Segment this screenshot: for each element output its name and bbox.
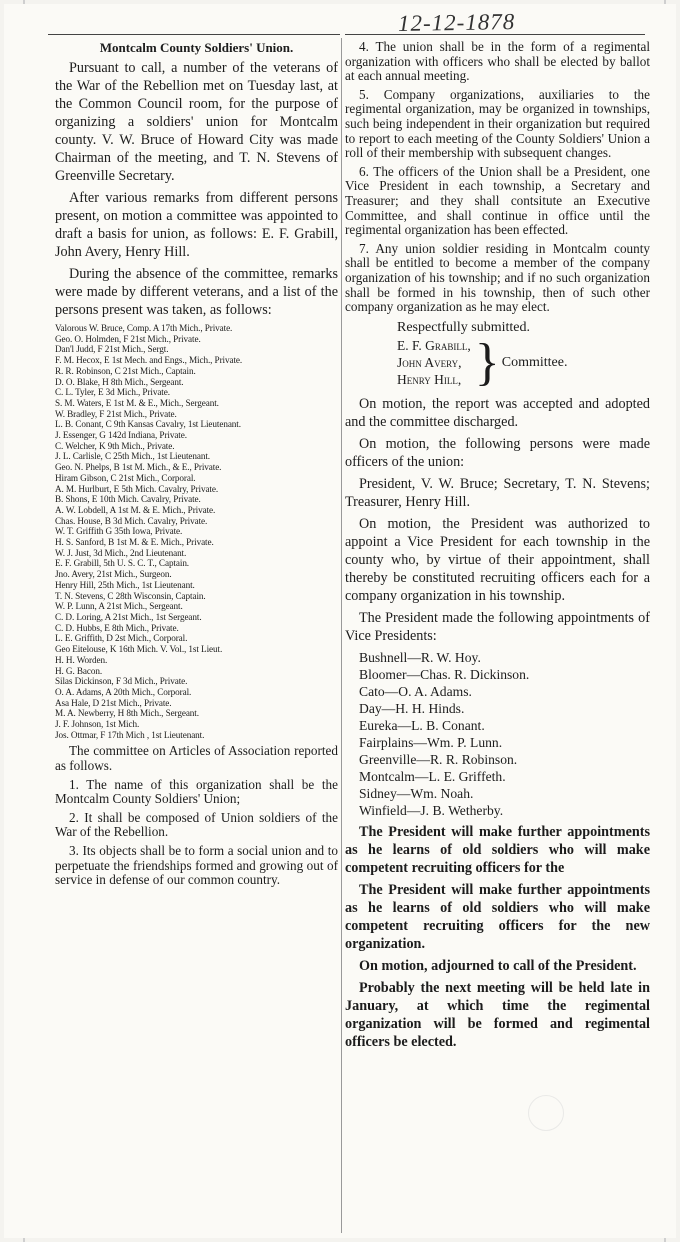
attendee-entry: Henry Hill, 25th Mich., 1st Lieutenant.	[55, 579, 195, 590]
proceeding-paragraph: President, V. W. Bruce; Secretary, T. N. Stevens; Treasurer, Henry Hill.	[345, 475, 650, 510]
attendee-entry: A. W. Lobdell, A 1st M. & E. Mich., Private.	[55, 504, 216, 515]
article-item: 1. The name of this organization shall be the Montcalm County Soldiers' Union;	[55, 776, 338, 807]
vice-president-entry: Bloomer—Chas. R. Dickinson.	[359, 666, 530, 682]
vice-president-entry: Sidney—Wm. Noah.	[359, 785, 474, 801]
vice-president-entry: Cato—O. A. Adams.	[359, 683, 472, 699]
attendee-list	[55, 323, 338, 740]
column-rule-left	[48, 34, 340, 35]
attendee-entry: C. D. Loring, A 21st Mich., 1st Sergeant.	[55, 611, 202, 622]
attendee-entry: Jos. Ottmar, F 17th Mich , 1st Lieutenant.	[55, 729, 205, 740]
signoff: Respectfully submitted.	[397, 319, 530, 335]
attendee-entry: C. L. Tyler, E 3d Mich., Private.	[55, 387, 170, 398]
closing-paragraph: On motion, adjourned to call of the President.	[359, 957, 637, 974]
vice-president-entry: Greenville—R. R. Robinson.	[359, 751, 518, 767]
attendee-entry: O. A. Adams, A 20th Mich., Corporal.	[55, 686, 192, 697]
attendee-entry: J. L. Carlisle, C 25th Mich., 1st Lieutenant.	[55, 451, 210, 462]
vice-president-entry: Winfield—J. B. Wetherby.	[359, 802, 504, 818]
attendee-entry: H. S. Sanford, B 1st M. & E. Mich., Private.	[55, 537, 214, 548]
right-column	[345, 40, 650, 1055]
closing-paragraph: Probably the next meeting will be held late in January, at which time the regimental organization will be formed and regimental officers be elected.	[345, 979, 650, 1050]
signer-name: John Avery,	[397, 355, 462, 371]
brace-symbol: }	[474, 333, 500, 391]
attendee-entry: T. N. Stevens, C 28th Wisconsin, Captain.	[55, 590, 206, 601]
attendee-entry: W. T. Griffith G 35th Iowa, Private.	[55, 526, 183, 537]
attendee-entry: Geo Eitelouse, K 16th Mich. V. Vol., 1st Lieut.	[55, 644, 223, 655]
attendee-entry: Geo. N. Phelps, B 1st M. Mich., & E., Private.	[55, 462, 222, 473]
column-rule-right	[345, 34, 645, 35]
signature-block	[345, 333, 650, 391]
attendee-entry: B. Shons, E 10th Mich. Cavalry, Private.	[55, 494, 201, 505]
attendee-entry: Jno. Avery, 21st Mich., Surgeon.	[55, 569, 172, 580]
vice-president-entry: Eureka—L. B. Conant.	[359, 717, 485, 733]
article-title: Montcalm County Soldiers' Union.	[99, 40, 294, 55]
proceeding-paragraph: On motion, the following persons were made officers of the union:	[345, 435, 650, 470]
attendee-entry: Hiram Gibson, C 21st Mich., Corporal.	[55, 472, 196, 483]
closing-paragraphs	[345, 823, 650, 1051]
articles-right	[345, 40, 650, 315]
attendee-entry: F. M. Hecox, E 1st Mech. and Engs., Mich., Private.	[55, 355, 243, 366]
committee-label: Committee.	[501, 354, 568, 370]
vice-president-entry: Montcalm—L. E. Griffeth.	[359, 768, 506, 784]
article-item: 5. Company organizations, auxiliaries to the regimental organization, may be organized in townships, such being independent in their organization but required to report to each meeting of the County Soldiers' Union a roll of their membership with subsequent changes.	[345, 86, 650, 161]
attendee-entry: A. M. Hurlburt, E 5th Mich. Cavalry, Private.	[55, 483, 219, 494]
column-divider	[341, 38, 342, 1233]
attendee-entry: W. Bradley, F 21st Mich., Private.	[55, 408, 177, 419]
vice-president-entry: Day—H. H. Hinds.	[359, 700, 465, 716]
attendee-entry: H. H. Worden.	[55, 654, 108, 665]
attendee-entry: Asa Hale, D 21st Mich., Private.	[55, 697, 172, 708]
attendee-entry: W. J. Just, 3d Mich., 2nd Lieutenant.	[55, 547, 187, 558]
signer-name: E. F. Grabill,	[397, 338, 471, 354]
article-item: 6. The officers of the Union shall be a President, one Vice President in each township, a Secretary and Treasurer; and they shall contsitute an Executive Committee, and shall continue in office until the regimental organization has been effected.	[345, 163, 650, 238]
committee-report-intro: The committee on Articles of Association reported as follows.	[55, 743, 338, 774]
closing-paragraph: The President will make further appointments as he learns of old soldiers who will make competent recruiting officers for the	[345, 823, 650, 876]
article-item: 7. Any union soldier residing in Montcalm county shall be entitled to become a member of the company organization of his township; and if no such organization shall be formed in his township, then of such other company organization as he may elect.	[345, 240, 650, 315]
attendee-entry: Chas. House, B 3d Mich. Cavalry, Private.	[55, 515, 208, 526]
closing-paragraph: The President will make further appointments as he learns of old soldiers who will make competent recruiting officers for the new organization.	[345, 881, 650, 952]
attendee-entry: Silas Dickinson, F 3d Mich., Private.	[55, 676, 188, 687]
signer-list	[397, 337, 471, 388]
vice-president-entry: Bushnell—R. W. Hoy.	[359, 649, 481, 665]
proceedings	[345, 395, 650, 645]
ink-smudge	[528, 1095, 564, 1131]
attendee-entry: S. M. Waters, E 1st M. & E., Mich., Sergeant.	[55, 397, 219, 408]
attendee-entry: C. D. Hubbs, E 8th Mich., Private.	[55, 622, 179, 633]
article-item: 3. Its objects shall be to form a social union and to perpetuate the friendships formed and growing out of service in defense of our common country.	[55, 842, 338, 888]
attendee-entry: R. R. Robinson, C 21st Mich., Captain.	[55, 365, 196, 376]
intro-paragraph: During the absence of the committee, remarks were made by different veterans, and a list of the persons present was taken, as follows:	[55, 266, 338, 318]
attendee-entry: H. G. Bacon.	[55, 665, 103, 676]
proceeding-paragraph: The President made the following appointments of Vice Presidents:	[345, 609, 650, 644]
proceeding-paragraph: On motion, the report was accepted and adopted and the committee discharged.	[345, 395, 650, 430]
attendee-entry: W. P. Lunn, A 21st Mich., Sergeant.	[55, 601, 183, 612]
left-column	[55, 40, 338, 892]
article-item: 4. The union shall be in the form of a regimental organization with officers who shall be elected by ballot at each annual meeting.	[345, 40, 650, 84]
handwritten-date: 12-12-1878	[397, 8, 516, 37]
signer-name: Henry Hill,	[397, 372, 462, 388]
articles-left	[55, 744, 338, 887]
attendee-entry: Dan'l Judd, F 21st Mich., Sergt.	[55, 344, 169, 355]
intro-paragraph: Pursuant to call, a number of the veterans of the War of the Rebellion met on Tuesday last, at the Common Council room, for the purpose of organizing a soldiers' union for Montcalm county. V. W. Bruce of Howard City was made Chairman of the meeting, and T. N. Stevens of Greenville Secretary.	[55, 60, 338, 184]
attendee-entry: Geo. O. Holmden, F 21st Mich., Private.	[55, 333, 201, 344]
attendee-entry: Valorous W. Bruce, Comp. A 17th Mich., Private.	[55, 323, 233, 333]
attendee-entry: L. E. Griffith, D 2st Mich., Corporal.	[55, 633, 188, 644]
proceeding-paragraph: On motion, the President was authorized to appoint a Vice President for each township in the county who, by virtue of their appointment, shall thereby be constituted recruiting officers each for a company organization in his township.	[345, 515, 650, 604]
intro-paragraphs	[55, 59, 338, 319]
article-item: 2. It shall be composed of Union soldiers of the War of the Rebellion.	[55, 809, 338, 840]
attendee-entry: J. Essenger, G 142d Indiana, Private.	[55, 430, 187, 441]
attendee-entry: M. A. Newberry, H 8th Mich., Sergeant.	[55, 708, 199, 719]
vice-president-entry: Fairplains—Wm. P. Lunn.	[359, 734, 503, 750]
vice-president-list	[359, 649, 650, 819]
intro-paragraph: After various remarks from different persons present, on motion a committee was appointed to draft a basis for union, as follows: E. F. Grabill, John Avery, Henry Hill.	[55, 190, 338, 260]
attendee-entry: J. F. Johnson, 1st Mich.	[55, 719, 140, 730]
attendee-entry: L. B. Conant, C 9th Kansas Cavalry, 1st Lieutenant.	[55, 419, 241, 430]
attendee-entry: D. O. Blake, H 8th Mich., Sergeant.	[55, 376, 184, 387]
attendee-entry: C. Welcher, K 9th Mich., Private.	[55, 440, 175, 451]
attendee-entry: E. F. Grabill, 5th U. S. C. T., Captain.	[55, 558, 190, 569]
